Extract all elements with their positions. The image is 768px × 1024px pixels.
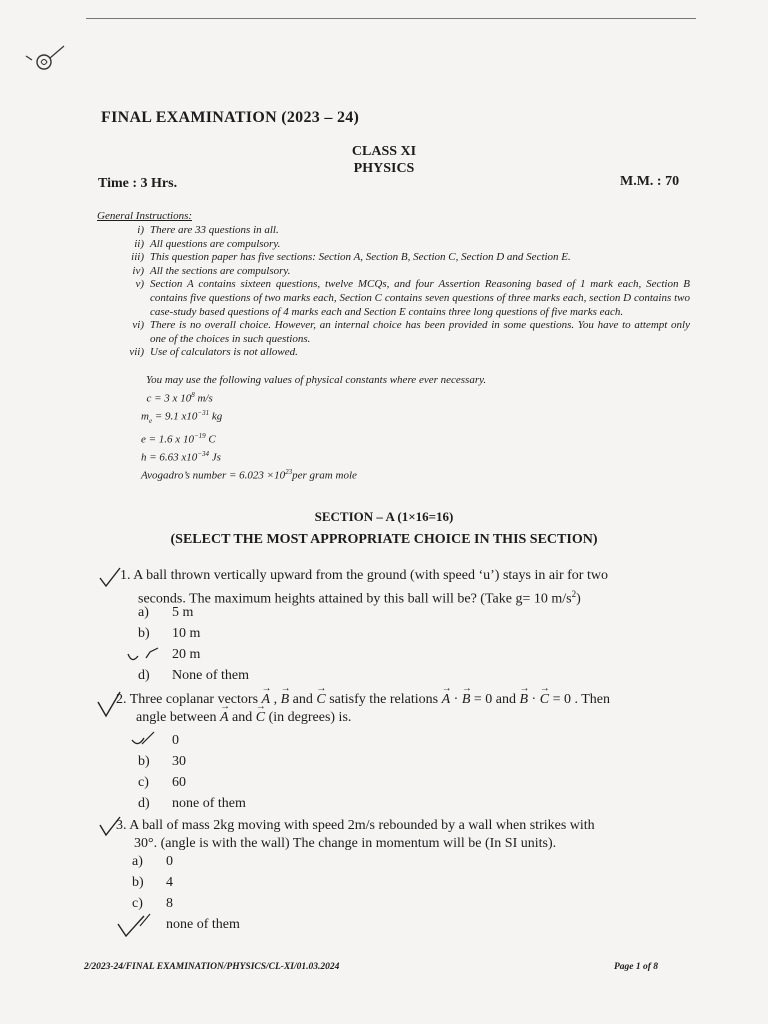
handwritten-mark-icon xyxy=(24,42,70,82)
instruction-item: iv) All the sections are compulsory. xyxy=(132,264,291,277)
instructions-heading: General Instructions: xyxy=(97,210,193,222)
option-b: b) 30 xyxy=(138,754,186,769)
option-d: none of them xyxy=(166,917,240,932)
option-b: b) 4 xyxy=(132,875,173,890)
question-number: 3. xyxy=(116,818,127,833)
option-b: b) 10 m xyxy=(138,626,201,641)
instruction-item: ii) All questions are compulsory. xyxy=(134,237,281,250)
constants-list xyxy=(141,388,357,483)
page-number: Page 1 of 8 xyxy=(614,962,659,972)
question-number: 1. xyxy=(120,568,131,583)
question-number: 2. xyxy=(116,692,127,707)
option-d: d) none of them xyxy=(138,796,246,811)
constant-charge: e = 1.6 x $10^{-19}$ C xyxy=(141,431,216,446)
option-a: 0 xyxy=(172,733,179,748)
section-title: SECTION – A (1×16=16) xyxy=(314,509,454,524)
question-1: 1. A ball thrown vertically upward from the ground (with speed ‘u’) stays in air for two seconds. The maximum heights attained by this ball will be? (Take g= 10 $m/s^2$) xyxy=(120,568,608,607)
constants-intro: You may use the following values of physical constants where ever necessary. xyxy=(146,374,487,386)
footer-code: 2/2023-24/FINAL EXAMINATION/PHYSICS/CL-XI/01.03.2024 xyxy=(84,962,340,972)
option-d: d) None of them xyxy=(138,668,249,683)
instruction-item: iii) This question paper has five sections: Section A, Section B, Section C, Section D and Section E. xyxy=(131,251,571,264)
option-c: c) 60 xyxy=(138,775,186,790)
option-a: a) 5 m xyxy=(138,605,194,620)
exam-title: FINAL EXAMINATION (2023 – 24) xyxy=(101,109,360,126)
question-3: 3. A ball of mass 2kg moving with speed 2m/s rebounded by a wall when strikes with 30°. (angle is with the wall) The change in momentum will be (In SI units). xyxy=(116,818,595,851)
option-a: a) 0 xyxy=(132,854,173,869)
instructions-list xyxy=(100,224,690,360)
instruction-item: v) Section A contains sixteen questions, twelve MCQs, and four Assertion Reasoning based of 1 mark each, Section B contains five questions of two marks each, Section C contains seven questions of three marks each, section D contains two case-study based questions of 4 marks each and Section E contains three long questions of five marks each. xyxy=(135,278,690,318)
option-c: c) 8 xyxy=(132,896,173,911)
constant-avogadro: Avogadro’s number = $6.023 \times 10^{23}per$ gram mole xyxy=(141,468,357,482)
instruction-item: i) There are 33 questions in all. xyxy=(137,224,279,236)
section-subtitle: (SELECT THE MOST APPROPRIATE CHOICE IN THIS SECTION) xyxy=(170,532,598,547)
option-c: 20 m xyxy=(172,647,201,662)
subject-label: PHYSICS xyxy=(353,161,415,176)
top-rule xyxy=(86,18,696,19)
constant-electron-mass: $m_e = 9.1$ $x10^{-31}$ kg xyxy=(141,409,223,426)
instruction-item: vi) There is no overall choice. However, an internal choice has been provided in some questions. You have to attempt only one of the choices in such questions. xyxy=(132,319,690,345)
time-label: Time : 3 Hrs. xyxy=(98,176,178,191)
constant-c: c = 3 x $10^8$ m/s xyxy=(146,391,213,405)
max-marks-label: M.M. : 70 xyxy=(620,174,680,189)
class-label: CLASS XI xyxy=(351,144,417,159)
instruction-item: vii) Use of calculators is not allowed. xyxy=(129,346,298,359)
constant-planck: h = 6.63 $x10^{-34}$ Js xyxy=(141,449,221,464)
question-2: 2. Three coplanar vectors → A , → B and → C satisfy the relations → A · → B = 0 and → B · → C = 0 . Then angle between → A and → C (in degrees) is. xyxy=(116,691,696,727)
